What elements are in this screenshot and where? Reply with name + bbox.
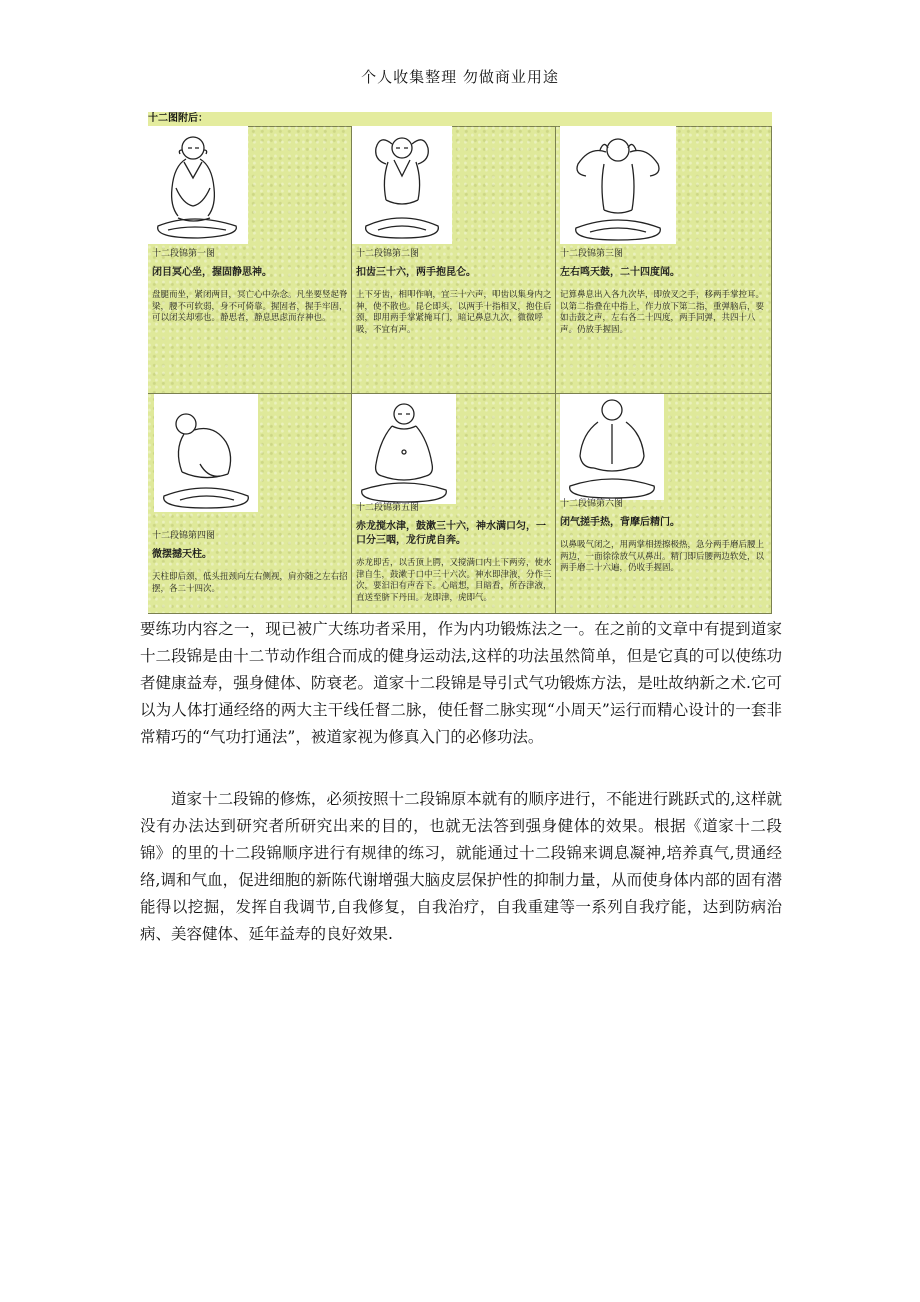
page-header: 个人收集整理 勿做商业用途 [361, 68, 559, 86]
figure-1-title: 十二段锦第一图 [152, 249, 216, 259]
figure-cell-2 [352, 126, 556, 394]
figure-4-title: 十二段锦第四图 [152, 531, 216, 541]
figure-2-title: 十二段锦第二图 [356, 249, 420, 259]
figure-2-illustration [352, 126, 452, 244]
figure-5-caption [356, 502, 552, 604]
figure-6-body: 以鼻吸气闭之，用两掌相搓擦极热，急分两手磨后腰上两边，一面徐徐放气从鼻出。精门即后腰两边软处，以两手磨二十六遍，仍收手握固。 [560, 540, 765, 573]
figure-cell-4 [148, 394, 352, 614]
covering-ears-drawing [560, 126, 676, 244]
body-paragraph-1 [140, 616, 782, 751]
figure-4-heading: 微摆撼天柱。 [152, 549, 212, 560]
figure-3-illustration [560, 126, 676, 244]
figure-5-title: 十二段锦第五图 [356, 503, 420, 513]
figure-2-body: 上下牙齿，相叩作响，宜三十六声，叩齿以集身内之神，使不散也。昆仑即头，以两手十指相叉，抱住后颈，即用两手掌紧掩耳门，暗记鼻息九次，微微呼吸，不宜有声。 [356, 290, 552, 335]
figure-6-illustration [560, 394, 664, 500]
figure-3-title: 十二段锦第三图 [560, 249, 624, 259]
figure-5-heading: 赤龙搅水津，鼓漱三十六，神水满口匀，一口分三咽，龙行虎自奔。 [356, 521, 546, 546]
figure-1-heading: 闭目冥心坐，握固静思神。 [152, 267, 272, 278]
figure-6-caption [560, 498, 766, 575]
paragraph-text: 道家十二段锦的修炼，必须按照十二段锦原本就有的顺序进行，不能进行跳跃式的,这样就没有办法达到研究者所研究出来的目的，也就无法答到强身健体的效果。根据《道家十二段锦》的里的十二段锦顺序进行有规律的练习，就能通过十二段锦来调息凝神,培养真气,贯通经络,调和气血，促进细胞的新陈代谢增强大脑皮层保护性的抑制力量，从而使身体内部的固有潜能得以挖掘，发挥自我调节,自我修复，自我治疗，自我重建等一系列自我疗能，达到防病治病、美容健体、延年益寿的良好效果. [140, 790, 782, 943]
hands-on-knees-drawing [352, 394, 456, 504]
figure-cell-1 [148, 126, 352, 394]
figure-6-title: 十二段锦第六图 [560, 499, 624, 509]
figure-5-body: 赤龙即舌，以舌顶上腭，又搅满口内上下两旁，使水津自生，鼓漱于口中三十六次。神水即津液，分作三次，要汩汩有声吞下。心暗想，目暗看，所吞津液，直送至脐下丹田。龙即津，虎即气。 [356, 558, 552, 603]
exercise-illustration-figure [148, 112, 772, 614]
figure-5-illustration [352, 394, 456, 504]
head-turn-drawing [154, 394, 258, 512]
back-rubbing-drawing [560, 394, 664, 500]
figure-cell-6 [556, 394, 772, 614]
figure-2-caption [356, 248, 552, 336]
figure-3-heading: 左右鸣天鼓，二十四度闻。 [560, 267, 680, 278]
body-paragraph-2 [140, 786, 782, 948]
figure-1-body: 盘腿而坐，紧闭两目，冥亡心中杂念。凡坐要竖起脊梁，腰不可软弱，身不可倚靠。握固者，握手牢固，可以闭关却邪也。静思者，静息思虑而存神也。 [152, 290, 348, 323]
figure-top-caption: 十二图附后： [148, 112, 772, 127]
figure-4-caption [152, 530, 348, 595]
figure-cell-3 [556, 126, 772, 394]
figure-1-caption [152, 248, 348, 325]
paragraph-text: 要练功内容之一，现已被广大练功者采用，作为内功锻炼法之一。在之前的文章中有提到道家十二段锦是由十二节动作组合而成的健身运动法,这样的功法虽然简单，但是它真的可以使练功者健康益寿，强身健体、防衰老。道家十二段锦是导引式气功锻炼方法，是吐故纳新之术.它可以为人体打通经络的两大主干线任督二脉，使任督二脉实现“小周天”运行而精心设计的一套非常精巧的“气功打通法”，被道家视为修真入门的必修功法。 [140, 620, 782, 746]
figure-2-heading: 扣齿三十六，两手抱昆仑。 [356, 267, 476, 278]
figure-1-illustration [148, 126, 248, 244]
hands-behind-head-drawing [352, 126, 452, 244]
figure-4-body: 天柱即后颈，低头扭颈向左右侧视，肩亦随之左右招摆，各二十四次。 [152, 572, 348, 594]
figure-3-body: 记算鼻息出入各九次毕，即放叉之手，移两手掌控耳。以第二指叠在中指上，作力放下第二指，重弹脑后，要如击鼓之声，左右各二十四度，两手同弹，共四十八声。仍放手握固。 [560, 290, 765, 335]
figure-4-illustration [154, 394, 258, 512]
figure-cell-5 [352, 394, 556, 614]
figure-6-heading: 闭气搓手热，背摩后精门。 [560, 517, 680, 528]
figure-3-caption [560, 248, 766, 336]
seated-meditation-drawing [148, 126, 248, 244]
